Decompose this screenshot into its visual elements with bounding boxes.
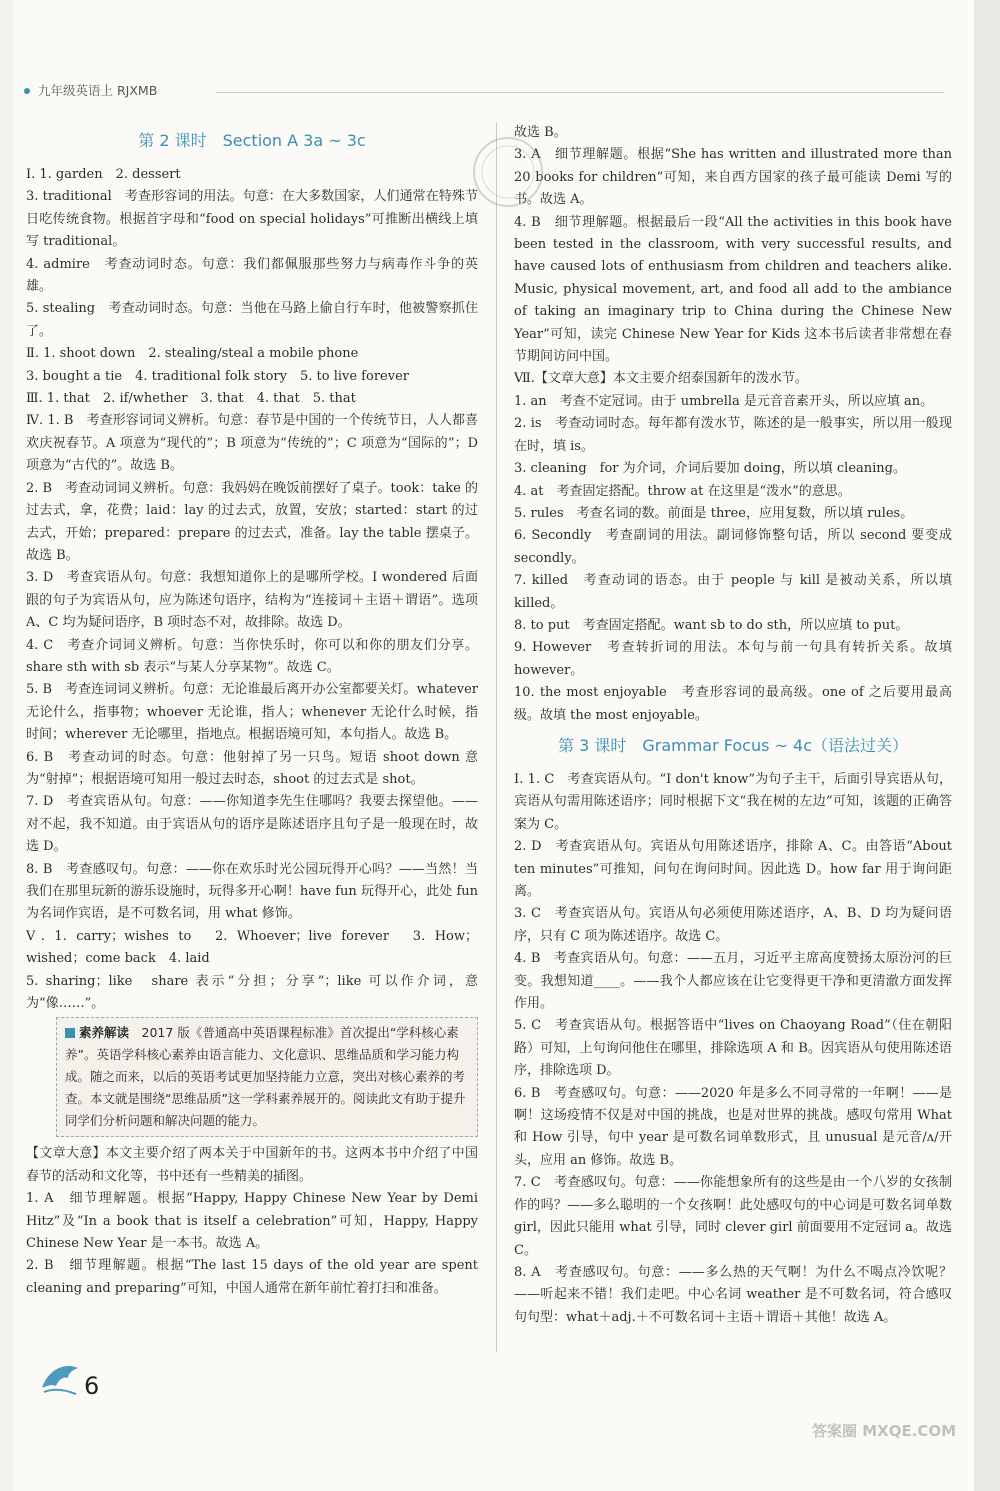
answer-line: Ⅰ. 1. garden 2. dessert: [26, 167, 181, 182]
answer-line: 6. B 考查感叹句。句意：——2020 年是多么不同寻常的一年啊！——是啊！这场疫情不仅是对中国的挑战，也是对世界的挑战。感叹句常用 What 和 How 引导，句中 year 是可数名词单数形式，且 unusual 是元音/ʌ/开头，应用 an 修饰。故选 B。: [514, 1085, 952, 1168]
box-text: 2017 版《普通高中英语课程标准》首次提出“学科核心素养”。英语学科核心素养由语言能力、文化意识、思维品质和学习能力构成。随之而来，以后的英语考试更加坚持能力立意，突出对核心素养的考查。本文就是围绕“思维品质”这一学科素养展开的。阅读此文有助于提升同学们分析问题和解决问题的能力。: [65, 1025, 466, 1129]
answer-line: 10. the most enjoyable 考查形容词的最高级。one of 之后要用最高级。故填 the most enjoyable。: [514, 685, 952, 723]
column-divider: [496, 122, 497, 1352]
answer-line: 7. killed 考查动词的语态。由于 people 与 kill 是被动关系，所以填 killed。: [514, 573, 952, 611]
answer-line: 3. cleaning for 为介词，介词后要加 doing，所以填 cleaning。: [514, 461, 906, 477]
answer-line: Ⅶ.【文章大意】本文主要介绍泰国新年的泼水节。: [514, 371, 808, 387]
square-icon: [65, 1028, 75, 1038]
section-title: 第 3 课时 Grammar Focus ~ 4c（语法过关）: [557, 735, 909, 755]
page-number: 6: [84, 1372, 100, 1400]
answer-line: 2. D 考查宾语从句。宾语从句用陈述语序，排除 A、C。由答语“About ten minutes”可推知，问句在询问时间。因此选 D。how far 用于询问距离。: [514, 839, 952, 899]
answer-line: Ⅲ. 1. that 2. if/whether 3. that 4. that 5. that: [26, 391, 356, 407]
answer-line: Ⅳ. 1. B 考查形容词词义辨析。句意：春节是中国的一个传统节日，人人都喜欢庆祝春节。A 项意为“现代的”；B 项意为“传统的”；C 项意为“国际的”；D 项意为“古代的”。故选 B。: [26, 413, 478, 474]
answer-line: 4. admire 考查动词时态。句意：我们都佩服那些努力与病毒作斗争的英雄。: [26, 256, 478, 295]
answer-line: 4. C 考查介词词义辨析。句意：当你快乐时，你可以和你的朋友们分享。share sth with sb 表示“与某人分享某物”。故选 C。: [26, 637, 478, 675]
right-column: [514, 122, 952, 1329]
answer-line: 2. is 考查动词时态。每年都有泼水节，陈述的是一般事实，所以用一般现在时，填 is。: [514, 416, 952, 454]
answer-line: 5. sharing；like share 表示“分担；分享”；like 可以作介词，意为“像……”。: [26, 973, 478, 1012]
answer-line: 5. B 考查连词词义辨析。句意：无论谁最后离开办公室都要关灯。whatever 无论什么，指事物；whoever 无论谁，指人；whenever 无论什么时候，指时间；wherever 无论哪里，指地点。根据语境可知，本句指人。故选 B。: [26, 682, 478, 743]
answer-line: 8. A 考查感叹句。句意：——多么热的天气啊！为什么不喝点冷饮呢？——听起来不错！我们走吧。中心名词 weather 是不可数名词，符合感叹句句型：what＋adj.＋不可数名词＋主语＋谓语＋其他！故选 A。: [514, 1264, 952, 1325]
page-edge: [974, 0, 1000, 1491]
answer-line: Ⅴ. 1. carry；wishes to 2. Whoever；live forever 3. How；wished；come back 4. laid: [26, 928, 478, 967]
answer-line: 4. at 考查固定搭配。throw at 在这里是“泼水”的意思。: [514, 483, 851, 499]
literacy-box: [56, 1017, 478, 1137]
answer-line: 7. C 考查感叹句。句意：——你能想象所有的这些是由一个八岁的女孩制作的吗？——多么聪明的一个女孩啊！此处感叹句的中心词是可数名词单数 girl，因此只能用 what 引导，同时 clever girl 前面要用不定冠词 a。故选 C。: [514, 1175, 952, 1258]
stamp-watermark-icon: [468, 132, 548, 212]
answer-line: 3. C 考查宾语从句。宾语从句必须使用陈述语序，A、B、D 均为疑问语序，只有 C 项为陈述语序。故选 C。: [514, 906, 952, 944]
answer-line: 5. C 考查宾语从句。根据答语中“lives on Chaoyang Road”（住在朝阳路）可知，上句询问他住在哪里，排除选项 A 和 B。因宾语从句使用陈述语序，排除选项 D。: [514, 1018, 952, 1079]
header-text: 九年级英语上 RJXMB: [38, 83, 158, 98]
bullet-icon: [24, 88, 30, 94]
answer-line: 5. rules 考查名词的数。前面是 three，应用复数，所以填 rules。: [514, 505, 914, 521]
watermark-text: 答案圈 MXQE.COM: [812, 1422, 957, 1440]
site-watermark: [812, 1420, 956, 1441]
dolphin-logo-icon: [38, 1358, 84, 1398]
answer-line: 1. A 细节理解题。根据“Happy, Happy Chinese New Year by Demi Hitz”及“In a book that is itself a celebration”可知，Happy, Happy Chinese New Year 是一本书。故选 A。: [26, 1191, 478, 1252]
answer-line: 3. traditional 考查形容词的用法。句意：在大多数国家，人们通常在特殊节日吃传统食物。根据首字母和“food on special holidays”可推断出横线上填写 traditional。: [26, 189, 478, 250]
answer-line: 4. B 细节理解题。根据最后一段“All the activities in this book have been tested in the classroom, with very successful results, and have caused lots of enthusiasm from children and teachers alike. Music, physical movement, art, and food all add to the ambiance of taking an imaginary trip to China during the Chinese New Year”可知，读完 Chinese New Year for Kids 这本书后读者非常想在春节期间访问中国。: [514, 214, 952, 365]
answer-line: 5. stealing 考查动词时态。句意：当他在马路上偷自行车时，他被警察抓住了。: [26, 301, 478, 339]
left-column: [26, 122, 478, 1300]
answer-line: 2. B 细节理解题。根据“The last 15 days of the old year are spent cleaning and preparing”可知，中国人通常在新年前忙着打扫和准备。: [26, 1258, 478, 1296]
answer-line: 【文章大意】本文主要介绍了两本关于中国新年的书。这两本书中介绍了中国春节的活动和文化等，书中还有一些精美的插图。: [26, 1146, 478, 1184]
answer-line: 9. However 考查转折词的用法。本句与前一句具有转折关系。故填 however。: [514, 640, 952, 678]
answer-line: 6. B 考查动词的时态。句意：他射掉了另一只鸟。短语 shoot down 意为“射掉”；根据语境可知用一般过去时态，shoot 的过去式是 shot。: [26, 749, 478, 787]
answer-line: 8. B 考查感叹句。句意：——你在欢乐时光公园玩得开心吗？——当然！当我们在那里玩新的游乐设施时，玩得多开心啊！have fun 玩得开心，此处 fun 为名词作宾语，是不可数名词，用 what 修饰。: [26, 861, 478, 922]
answer-line: 故选 B。: [514, 125, 567, 140]
answer-line: Ⅱ. 1. shoot down 2. stealing/steal a mobile phone: [26, 346, 359, 362]
answer-line: Ⅰ. 1. C 考查宾语从句。“I don't know”为句子主干，后面引导宾语从句，宾语从句需用陈述语序；同时根据下文“我在树的左边”可知，该题的正确答案为 C。: [514, 771, 952, 832]
answer-line: 2. B 考查动词词义辨析。句意：我妈妈在晚饭前摆好了桌子。took：take 的过去式，拿，花费；laid：lay 的过去式，放置，安放；started：start 的过去式，开始；prepared：prepare 的过去式，准备。lay the table 摆桌子。故选 B。: [26, 480, 478, 563]
answer-line: 3. bought a tie 4. traditional folk story 5. to live forever: [26, 368, 409, 384]
answer-line: 3. D 考查宾语从句。句意：我想知道你上的是哪所学校。I wondered 后面跟的句子为宾语从句，应为陈述句语序，结构为“连接词＋主语＋谓语”。选项 A、C 均为疑问语序，B 项时态不对，故排除。故选 D。: [26, 570, 478, 631]
answer-line: 1. an 考查不定冠词。由于 umbrella 是元音音素开头，所以应填 an。: [514, 393, 934, 409]
answer-line: 4. B 考查宾语从句。句意：——五月，习近平主席高度赞扬太原汾河的巨变。我想知道____。——我个人都应该在让它变得更干净和更清澈方面发挥作用。: [514, 951, 952, 1012]
answer-line: 3. A 细节理解题。根据“She has written and illustrated more than 20 books for children”可知，来自西方国家的孩子最可能读 Demi 写的书。故选 A。: [514, 147, 952, 208]
answer-line: 8. to put 考查固定搭配。want sb to do sth，所以应填 to put。: [514, 617, 909, 633]
section-title: 第 2 课时 Section A 3a ~ 3c: [138, 131, 366, 150]
header-rule: [216, 92, 944, 93]
answer-line: 6. Secondly 考查副词的用法。副词修饰整句话，所以 second 要变成 secondly。: [514, 528, 952, 566]
box-label: 素养解读: [79, 1025, 130, 1041]
answer-line: 7. D 考查宾语从句。句意：——你知道李先生住哪吗？我要去探望他。——对不起，我不知道。由于宾语从句的语序是陈述语序且句子是一般现在时，故选 D。: [26, 794, 478, 855]
running-header: [24, 84, 944, 108]
